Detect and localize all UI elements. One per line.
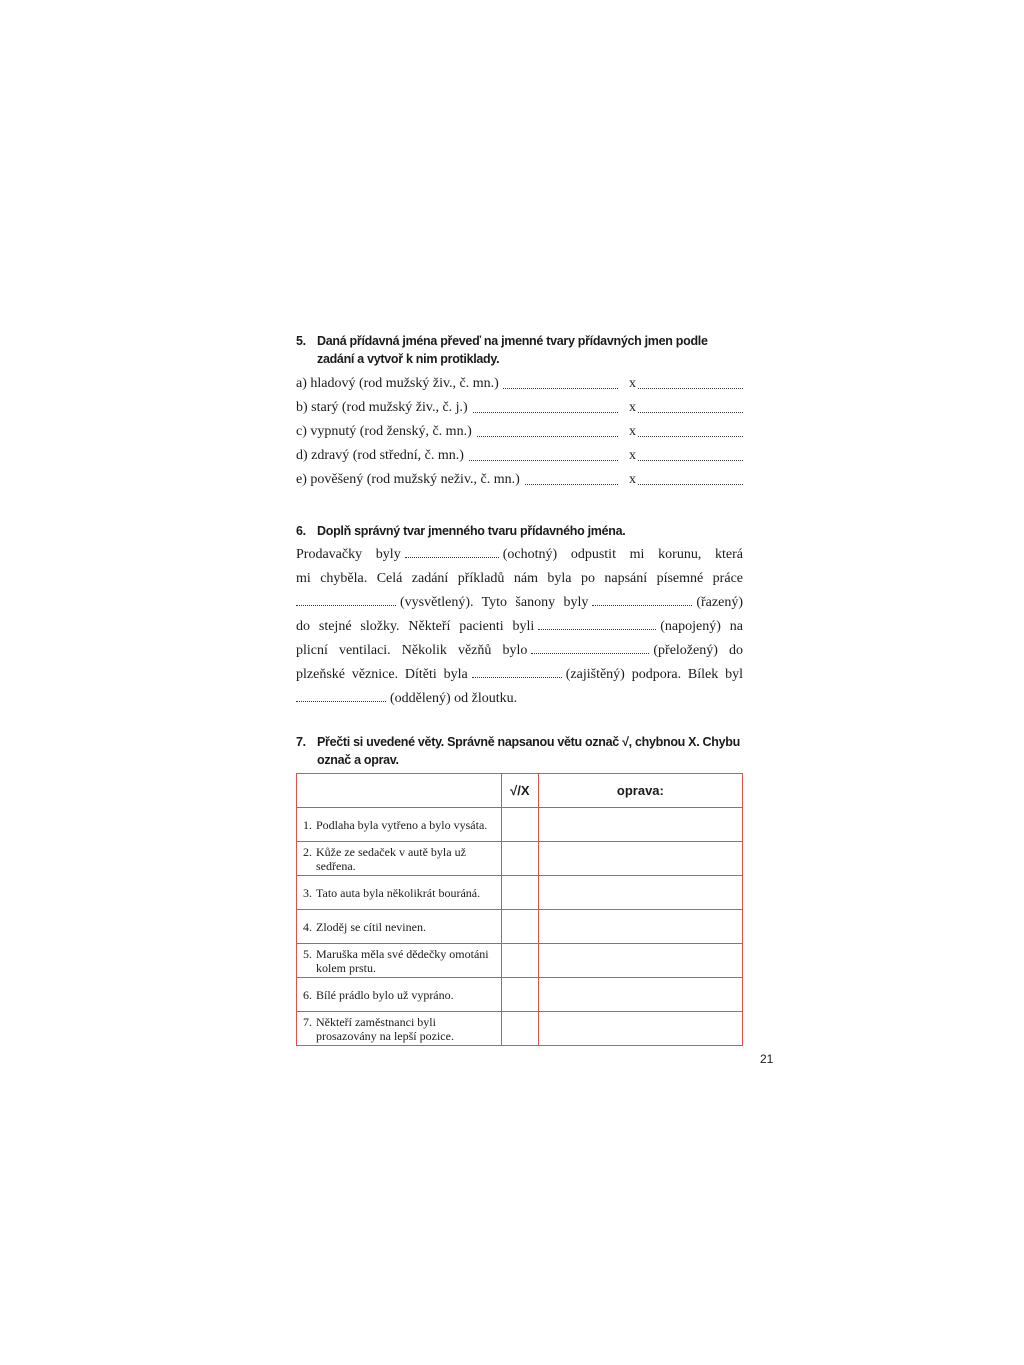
fill-blank[interactable] [592,593,692,606]
task-5-heading [296,332,746,368]
task-number: 7. [296,735,306,749]
fill-blank[interactable] [538,617,656,630]
sentence-cell [297,910,502,944]
fill-blank[interactable] [472,665,562,678]
correction-cell[interactable] [538,842,742,876]
header-correction-cell: oprava: [538,774,742,808]
check-cell[interactable] [501,944,538,978]
task-7-heading [296,733,746,769]
row-number: 7. [303,1014,312,1029]
paragraph-line [296,615,743,639]
task-5-row-a [296,374,743,394]
opposite-separator: x [629,376,636,391]
fill-blank[interactable] [296,593,396,606]
text-segment: plzeňské věznice. Dítěti byla [296,667,468,682]
task-7-table [296,773,743,1046]
text-segment: plicní ventilaci. Několik vězňů bylo [296,643,528,658]
paragraph-line [296,663,743,687]
opposite-separator: x [629,400,636,415]
correction-cell[interactable] [538,808,742,842]
sentence-text: Kůže ze sedaček v autě byla už sedřena. [316,844,466,873]
row-number: 2. [303,844,312,859]
table-row [297,944,743,978]
check-cell[interactable] [501,808,538,842]
task-5-row-d [296,446,743,466]
text-segment: (vysvětlený). Tyto šanony byly [400,595,589,610]
paragraph-line [296,687,743,711]
task-instruction: Přečti si uvedené věty. Správně napsanou větu označ √, chybnou X. Chybu označ a oprav. [317,735,740,767]
table-row [297,1012,743,1046]
fill-blank[interactable] [405,545,499,558]
paragraph-line [296,567,743,591]
opposite-blank[interactable] [638,388,743,389]
row-number: 1. [303,817,312,832]
sentence-cell [297,944,502,978]
opposite-blank[interactable] [638,484,743,485]
row-number: 6. [303,987,312,1002]
header-check-cell: √/X [501,774,538,808]
row-number: 4. [303,919,312,934]
table-row [297,876,743,910]
opposite-blank[interactable] [638,412,743,413]
correction-cell[interactable] [538,876,742,910]
page-number: 21 [760,1052,774,1066]
sentence-text: Zloděj se cítil nevinen. [316,919,426,934]
opposite-blank[interactable] [638,436,743,437]
sentence-cell [297,842,502,876]
header-sentence-cell [297,774,502,808]
row-label: b) starý (rod mužský živ., č. j.) [296,398,472,418]
check-cell[interactable] [501,910,538,944]
text-segment: mi chyběla. Celá zadání příkladů nám byla po napsání písemné práce [296,571,743,586]
task-5-row-b [296,398,743,418]
sentence-text: Podlaha byla vytřeno a bylo vysáta. [316,817,488,832]
sentence-cell [297,978,502,1012]
text-segment: (napojený) na [660,619,743,634]
paragraph-line [296,639,743,663]
correction-cell[interactable] [538,944,742,978]
text-segment: do stejné složky. Někteří pacienti byli [296,619,535,634]
table-row [297,808,743,842]
opposite-separator: x [629,448,636,463]
sentence-text: Někteří zaměstnanci byli prosazovány na lepší pozice. [316,1014,454,1043]
fill-blank[interactable] [296,689,386,702]
sentence-cell [297,808,502,842]
sentence-text: Maruška měla své dědečky omotáni kolem prstu. [316,946,489,975]
row-label: d) zdravý (rod střední, č. mn.) [296,446,468,466]
table-row [297,842,743,876]
correction-cell[interactable] [538,910,742,944]
row-number: 5. [303,946,312,961]
task-number: 5. [296,334,306,348]
paragraph-line [296,591,743,615]
task-6-heading [296,522,746,540]
correction-cell[interactable] [538,1012,742,1046]
opposite-separator: x [629,424,636,439]
sentence-cell [297,876,502,910]
text-segment: (zajištěný) podpora. Bílek byl [565,667,743,682]
text-segment: (ochotný) odpustit mi korunu, která [502,547,744,562]
opposite-blank[interactable] [638,460,743,461]
task-number: 6. [296,524,306,538]
text-segment: (přeložený) do [653,643,743,658]
table-header-row [297,774,743,808]
row-number: 3. [303,885,312,900]
fill-blank[interactable] [531,641,649,654]
check-cell[interactable] [501,1012,538,1046]
text-segment: (oddělený) od žloutku. [390,691,518,706]
text-segment: (řazený) [696,595,743,610]
text-segment: Prodavačky byly [296,547,401,562]
task-5-row-c [296,422,743,442]
paragraph-line [296,543,743,567]
check-cell[interactable] [501,876,538,910]
check-cell[interactable] [501,842,538,876]
sentence-text: Bílé prádlo bylo už vypráno. [316,987,454,1002]
opposite-separator: x [629,472,636,487]
task-6-paragraph [296,543,743,711]
task-instruction: Daná přídavná jména převeď na jmenné tvary přídavných jmen podle zadání a vytvoř k nim protiklady. [317,334,708,366]
row-label: a) hladový (rod mužský živ., č. mn.) [296,374,503,394]
table-row [297,978,743,1012]
task-instruction: Doplň správný tvar jmenného tvaru přídavného jména. [317,524,626,538]
row-label: e) pověšený (rod mužský neživ., č. mn.) [296,470,524,490]
table-row [297,910,743,944]
sentence-text: Tato auta byla několikrát bouráná. [316,885,481,900]
row-label: c) vypnutý (rod ženský, č. mn.) [296,422,476,442]
sentence-cell [297,1012,502,1046]
check-cell[interactable] [501,978,538,1012]
task-5-row-e [296,470,743,490]
correction-cell[interactable] [538,978,742,1012]
